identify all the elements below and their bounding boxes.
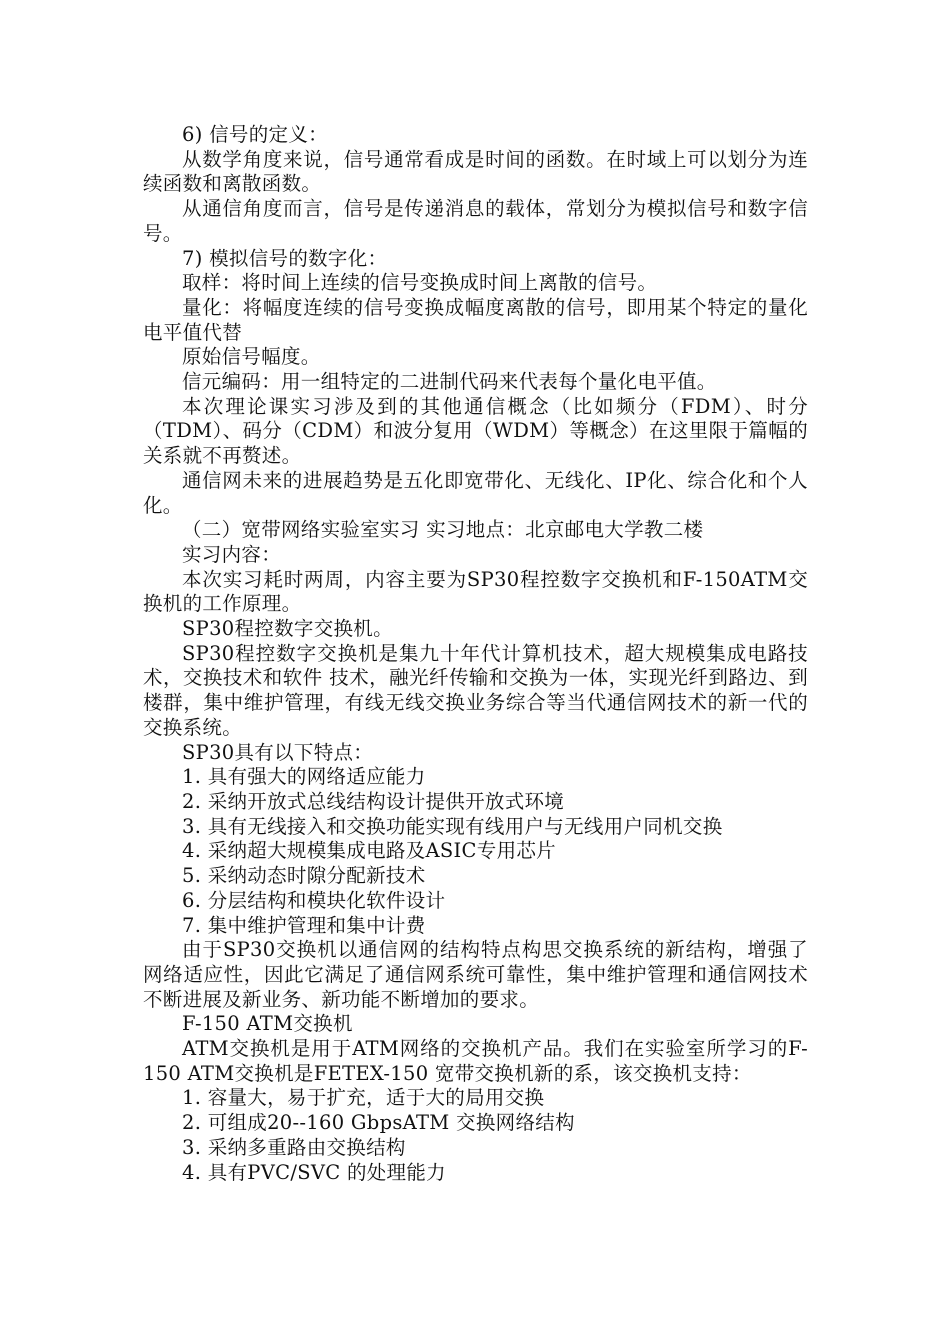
paragraph-math-view: 从数学角度来说，信号通常看成是时间的函数。在时域上可以划分为连续函数和离散函数。	[143, 147, 808, 196]
sp30-feature-item: 1. 具有强大的网络适应能力	[182, 765, 426, 789]
sp30-feature-item: 3. 具有无线接入和交换功能实现有线用户与无线用户同机交换	[182, 814, 723, 838]
paragraph-sp30-conclusion: 由于SP30交换机以通信网的结构特点构思交换系统的新结构，增强了网络适应性，因此它满足了通信网系统可靠性，集中维护管理和通信网技术不断进展及新业务、新功能不断增加的要求。	[143, 938, 808, 1011]
heading-signal-definition: 6) 信号的定义：	[182, 123, 328, 146]
document-body	[143, 123, 808, 1185]
paragraph-sampling: 取样：将时间上连续的信号变换成时间上离散的信号。	[182, 271, 658, 295]
paragraph-encoding: 信元编码：用一组特定的二进制代码来代表每个量化电平值。	[182, 370, 717, 394]
atm-feature-item: 4. 具有PVC/SVC 的处理能力	[182, 1160, 446, 1184]
paragraph-quantization: 量化：将幅度连续的信号变换成幅度离散的信号，即用某个特定的量化电平值代替	[143, 295, 808, 344]
heading-sp30-features: SP30具有以下特点：	[182, 740, 374, 764]
sp30-feature-item: 5. 采纳动态时隙分配新技术	[182, 864, 426, 888]
paragraph-network-trends: 通信网未来的进展趋势是五化即宽带化、无线化、IP化、综合化和个人化。	[143, 468, 808, 517]
sp30-feature-item: 7. 集中维护管理和集中计费	[182, 913, 426, 937]
paragraph-original-amplitude: 原始信号幅度。	[182, 345, 321, 369]
heading-internship-content: 实习内容：	[182, 542, 282, 566]
paragraph-atm-description: ATM交换机是用于ATM网络的交换机产品。我们在实验室所学习的F-150 ATM交换机是FETEX-150 宽带交换机新的系，该交换机支持：	[143, 1037, 808, 1085]
paragraph-other-concepts: 本次理论课实习涉及到的其他通信概念（比如频分（FDM）、时分（TDM）、码分（CDM）和波分复用（WDM）等概念）在这里限于篇幅的关系就不再赘述。	[143, 394, 808, 468]
sp30-feature-item: 4. 采纳超大规模集成电路及ASIC专用芯片	[182, 839, 556, 863]
atm-feature-item: 3. 采纳多重路由交换结构	[182, 1135, 406, 1159]
heading-sp30: SP30程控数字交换机。	[182, 617, 393, 641]
sp30-feature-item: 2. 采纳开放式总线结构设计提供开放式环境	[182, 789, 565, 813]
atm-feature-item: 2. 可组成20--160 GbpsATM 交换网络结构	[182, 1111, 575, 1135]
paragraph-comm-view: 从通信角度而言，信号是传递消息的载体，常划分为模拟信号和数字信号。	[143, 197, 808, 245]
paragraph-internship-summary: 本次实习耗时两周，内容主要为SP30程控数字交换机和F-150ATM交换机的工作原理。	[143, 567, 808, 616]
atm-feature-item: 1. 容量大，易于扩充，适于大的局用交换	[182, 1086, 545, 1110]
paragraph-sp30-description: SP30程控数字交换机是集九十年代计算机技术，超大规模集成电路技术，交换技术和软件 技术，融光纤传输和交换为一体，实现光纤到路边、到楼群，集中维护管理，有线无线交换业务综合等当代通信网技术的新一代的交换系统。	[143, 641, 808, 739]
heading-f150: F-150 ATM交换机	[182, 1012, 353, 1036]
heading-lab-internship: （二）宽带网络实验室实习 实习地点：北京邮电大学教二楼	[182, 518, 704, 542]
heading-digitization: 7) 模拟信号的数字化：	[182, 246, 388, 270]
sp30-feature-item: 6. 分层结构和模块化软件设计	[182, 888, 446, 912]
